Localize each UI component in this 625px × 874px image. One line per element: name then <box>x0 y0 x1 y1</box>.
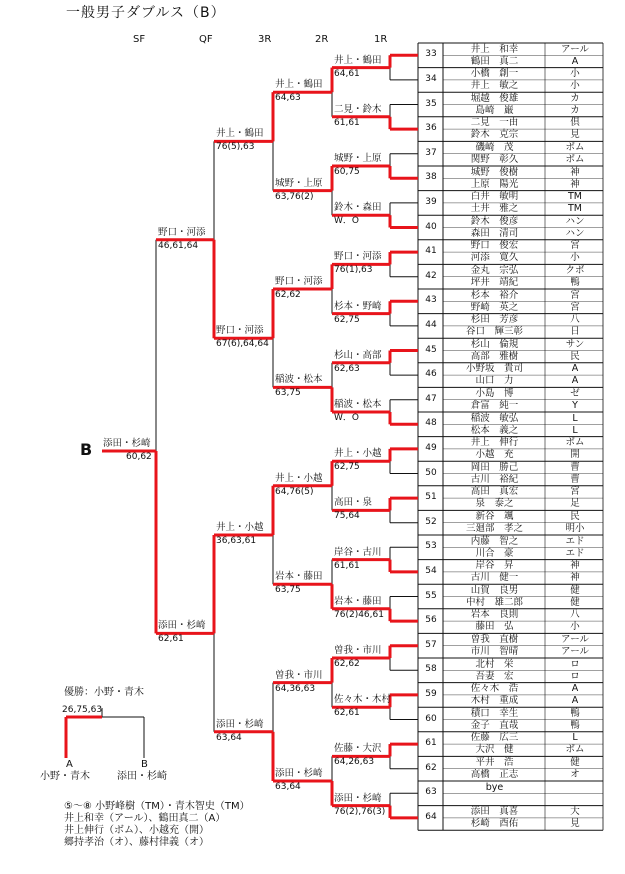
draw-number: 49 <box>425 442 437 453</box>
player-name: 谷口 輝三彰 <box>465 326 523 338</box>
player-club: 倶 <box>570 117 580 129</box>
r2-score: 64,61 <box>334 68 360 79</box>
block-label: B <box>80 440 93 459</box>
player-name: 倉富 純一 <box>470 400 519 411</box>
qf-winner-team: 井上・鶴田 <box>216 128 264 140</box>
r2-score: W．O <box>334 216 359 227</box>
player-club: 民 <box>570 510 580 522</box>
player-club: TM <box>568 191 582 203</box>
player-name: 佐藤 広三 <box>470 732 519 744</box>
player-name: 川合 豪 <box>475 547 514 559</box>
round-header-1r: 1R <box>374 34 388 45</box>
r2-score: 61,61 <box>334 117 360 128</box>
r2-winner-team: 稲波・松本 <box>334 399 382 410</box>
player-club: TM <box>568 203 582 215</box>
draw-number: 60 <box>425 713 437 724</box>
draw-number: 58 <box>425 664 437 675</box>
player-name: 三廻部 孝之 <box>465 523 523 534</box>
player-name: 杉本 裕介 <box>470 289 519 301</box>
player-name: 曽我 直樹 <box>470 633 519 645</box>
r2-score: 61,61 <box>334 560 360 571</box>
final-letter-b: B <box>141 759 148 770</box>
player-club: 小 <box>570 621 580 633</box>
player-club: 開 <box>570 449 580 461</box>
r3-score: 62,62 <box>275 290 301 300</box>
player-name: 添田 真喜 <box>470 806 519 818</box>
r2-winner-team: 高田・泉 <box>334 497 373 509</box>
r3-winner-team: 野口・河添 <box>275 276 323 287</box>
r2-score: 76(1),63 <box>334 265 373 276</box>
player-club: 足 <box>570 498 580 510</box>
player-club: 宮 <box>570 486 580 498</box>
player-club: 健 <box>570 756 580 768</box>
draw-number: 48 <box>425 418 437 429</box>
player-club: L <box>572 732 578 744</box>
player-name: 泉 泰之 <box>475 498 514 510</box>
r3-winner-team: 稲波・松本 <box>275 374 323 386</box>
player-name: 二見 一由 <box>470 117 519 129</box>
draw-number: 64 <box>425 811 437 822</box>
player-name: 杉田 芳彦 <box>470 314 519 326</box>
player-name: 鶴田 真二 <box>470 55 519 67</box>
draw-number: 36 <box>425 123 437 134</box>
player-club: 小 <box>570 80 580 92</box>
r2-score: 76(2)46,61 <box>334 609 384 620</box>
draw-number: 59 <box>425 688 437 699</box>
player-club: 宮 <box>570 301 580 313</box>
player-club: ロ <box>570 658 580 670</box>
r3-winner-team: 城野・上原 <box>275 177 323 189</box>
player-name: 高橋 正志 <box>470 769 519 780</box>
player-club: 宮 <box>570 240 580 252</box>
player-club: ボム <box>565 437 585 449</box>
qf-score: 36,63,61 <box>216 536 257 546</box>
player-name: 山口 力 <box>475 375 514 387</box>
player-club: 神 <box>570 166 580 178</box>
draw-number: 45 <box>425 344 437 355</box>
player-name: 白井 敏明 <box>470 191 519 203</box>
player-name: 岡田 勝己 <box>470 461 519 473</box>
r3-winner-team: 添田・杉崎 <box>275 768 323 779</box>
player-name: 山賀 良男 <box>470 584 519 596</box>
draw-number: 57 <box>425 639 437 650</box>
r2-score: W．O <box>334 413 359 423</box>
player-name: 杉山 倫規 <box>470 338 519 350</box>
r3-score: 63,76(2) <box>275 191 314 202</box>
seed-note-line: 井上和幸（アール）、鶴田真二（A） <box>64 813 226 824</box>
r2-winner-team: 井上・小越 <box>334 448 382 460</box>
r2-score: 75,64 <box>334 511 360 522</box>
r2-winner-team: 杉本・野崎 <box>334 300 382 312</box>
qf-score: 67(6),64,64 <box>216 339 269 350</box>
player-club: ボム <box>565 744 585 756</box>
player-club: 見 <box>570 129 580 141</box>
r3-score: 64,63 <box>275 93 301 104</box>
player-name: 小野坂 貴司 <box>465 363 523 375</box>
round-header-3r: 3R <box>258 34 272 45</box>
player-club: 鴨 <box>570 707 580 719</box>
r2-winner-team: 二見・鈴木 <box>334 103 382 115</box>
sf-score: 62,61 <box>158 634 184 645</box>
draw-number: 38 <box>425 172 437 183</box>
player-name: 土井 雅之 <box>470 203 519 215</box>
r2-winner-team: 鈴木・森田 <box>334 202 382 214</box>
r2-score: 76(2),76(3) <box>334 806 386 817</box>
player-name: 稲波 敏弘 <box>470 412 519 424</box>
r2-score: 62,63 <box>334 363 360 374</box>
player-name: 佐々木 浩 <box>470 683 519 695</box>
player-club: アール <box>560 633 590 645</box>
champion-label: 優勝：小野・青木 <box>64 687 144 698</box>
player-name: 小橋 創一 <box>470 68 519 80</box>
player-name: 市川 智晴 <box>470 646 519 657</box>
r3-winner-team: 井上・小越 <box>275 472 323 484</box>
player-name: 関野 彰久 <box>470 154 519 165</box>
player-club: 八 <box>570 609 580 621</box>
player-club: ゼ <box>570 387 580 399</box>
player-club: Y <box>572 400 578 411</box>
r3-score: 63,64 <box>275 782 301 792</box>
player-name: 小越 充 <box>475 449 514 461</box>
player-club: ハン <box>565 215 585 227</box>
r2-score: 62,62 <box>334 659 360 669</box>
r2-score: 62,75 <box>334 314 360 325</box>
draw-number: 55 <box>425 590 437 601</box>
final-score: 26,75,63 <box>62 705 103 715</box>
player-club: アール <box>560 43 590 55</box>
draw-number: 61 <box>425 738 437 749</box>
player-club: カ <box>570 104 580 116</box>
player-name: bye <box>485 781 504 793</box>
player-name: 岸谷 昇 <box>475 560 514 572</box>
r2-winner-team: 岸谷・古川 <box>334 546 382 558</box>
draw-number: 43 <box>425 295 437 306</box>
seed-note-line: 郷持孝治（オ）、藤村律義（オ） <box>64 837 209 848</box>
round-header-sf: SF <box>133 34 146 45</box>
r2-winner-team: 曽我・市川 <box>334 645 382 656</box>
player-name: 磯崎 茂 <box>475 141 514 153</box>
player-club: A <box>571 363 579 375</box>
player-name: 城野 俊樹 <box>470 166 519 178</box>
player-club: 見 <box>570 818 580 830</box>
player-club: ボム <box>565 154 585 165</box>
r2-winner-team: 井上・鶴田 <box>334 54 382 66</box>
player-name: 井上 和幸 <box>470 43 519 55</box>
player-name: 古川 裕紀 <box>470 473 519 485</box>
final-team-b: 添田・杉崎 <box>117 771 167 782</box>
player-name: 鈴木 俊彦 <box>470 215 519 227</box>
draw-number: 62 <box>425 762 437 773</box>
player-club: 鴨 <box>570 277 580 288</box>
player-name: 岩本 良則 <box>470 609 519 621</box>
r2-winner-team: 城野・上原 <box>334 153 382 164</box>
player-name: 島崎 巌 <box>475 104 514 116</box>
player-name: 高田 真宏 <box>470 486 519 498</box>
r2-score: 62,75 <box>334 462 360 473</box>
round-header-2r: 2R <box>315 34 329 45</box>
draw-number: 41 <box>425 246 437 257</box>
player-name: 新谷 颯 <box>475 510 514 522</box>
player-name: 坪井 靖紀 <box>470 277 519 288</box>
sf-winner-team: 野口・河添 <box>158 226 206 238</box>
player-club: 明小 <box>565 523 585 534</box>
qf-score: 76(5),63 <box>216 142 255 153</box>
draw-number: 52 <box>425 516 437 527</box>
draw-number: 46 <box>425 369 437 380</box>
player-club: L <box>572 412 578 424</box>
player-name: 金丸 宗弘 <box>470 264 519 276</box>
qf-score: 63,64 <box>216 732 242 743</box>
r2-winner-team: 佐藤・大沢 <box>334 743 382 755</box>
draw-number: 39 <box>425 196 437 207</box>
r3-score: 64,36,63 <box>275 683 316 694</box>
seed-notes <box>64 801 250 849</box>
player-club: 健 <box>570 584 580 596</box>
player-name: 鈴木 克宗 <box>470 129 519 141</box>
player-club: オ <box>570 769 580 780</box>
r3-score: 63,75 <box>275 585 301 596</box>
draw-number: 51 <box>425 492 437 503</box>
r2-score: 60,75 <box>334 167 360 177</box>
player-club: A <box>571 683 579 695</box>
player-club: A <box>571 695 579 707</box>
player-club: 大 <box>570 806 580 818</box>
player-name: 松本 義之 <box>470 424 519 436</box>
draw-number: 44 <box>425 319 437 330</box>
sf-winner-team: 添田・杉崎 <box>158 620 206 632</box>
draw-number: 54 <box>425 565 437 576</box>
player-name: 北村 栄 <box>475 658 514 670</box>
player-name: 藤田 弘 <box>475 621 514 633</box>
player-club: ハン <box>565 227 585 239</box>
player-club: 宮 <box>570 289 580 301</box>
player-name: 杉崎 酉佑 <box>470 818 519 830</box>
block-winner-team: 添田・杉崎 <box>103 438 151 449</box>
sf-score: 46,61,64 <box>158 240 199 251</box>
player-name: 大沢 健 <box>475 744 514 756</box>
player-club: A <box>571 375 579 387</box>
player-name: 中村 雄二郎 <box>465 596 523 608</box>
player-name: 野口 俊宏 <box>470 240 519 252</box>
draw-number: 34 <box>425 73 437 84</box>
player-name: 上原 陽光 <box>470 178 519 190</box>
player-name: 積口 幸生 <box>470 707 519 719</box>
draw-number: 53 <box>425 541 437 552</box>
player-club: 小 <box>570 68 580 80</box>
player-club: クボ <box>565 264 585 276</box>
r2-winner-team: 野口・河添 <box>334 251 382 263</box>
r2-winner-team: 佐々木・木村 <box>334 694 392 706</box>
r2-winner-team: 添田・杉崎 <box>334 792 382 804</box>
block-winner-score: 60,62 <box>126 452 152 462</box>
player-name: 井上 伸行 <box>470 437 519 449</box>
r3-score: 63,75 <box>275 388 301 399</box>
player-club: エド <box>565 535 585 547</box>
player-name: 小島 博 <box>475 387 514 399</box>
player-club: アール <box>560 646 590 657</box>
r3-winner-team: 井上・鶴田 <box>275 79 323 91</box>
player-name: 井上 敏之 <box>470 80 519 92</box>
draw-number: 37 <box>425 147 437 158</box>
page-title: 一般男子ダブルス（B） <box>66 5 226 21</box>
qf-winner-team: 添田・杉崎 <box>216 718 264 730</box>
player-name: 高部 雅樹 <box>470 350 519 362</box>
player-club: 日 <box>570 326 580 338</box>
player-club: 民 <box>570 350 580 362</box>
player-name: 内藤 智之 <box>470 535 519 547</box>
player-name: 森田 清司 <box>470 227 519 239</box>
player-club: 神 <box>570 572 580 584</box>
r2-winner-team: 岩本・藤田 <box>334 595 382 607</box>
player-club: 鴨 <box>570 719 580 731</box>
player-club: 小 <box>570 252 580 264</box>
player-club: エド <box>565 547 585 559</box>
player-club: 曹 <box>570 461 580 473</box>
player-name: 金子 直哉 <box>470 719 519 731</box>
player-club: サン <box>565 338 585 350</box>
player-club: 神 <box>570 560 580 572</box>
player-name: 堀越 俊雄 <box>470 92 519 104</box>
draw-number: 56 <box>425 615 437 626</box>
draw-number: 33 <box>425 49 437 60</box>
player-club: A <box>571 55 579 67</box>
player-name: 吾妻 宏 <box>475 670 514 682</box>
draw-number: 47 <box>425 393 437 404</box>
r2-score: 62,61 <box>334 708 360 719</box>
player-club: 健 <box>570 596 580 608</box>
final-team-a: 小野・青木 <box>40 771 90 782</box>
r3-score: 64,76(5) <box>275 486 314 497</box>
player-club: 神 <box>570 178 580 190</box>
draw-number: 42 <box>425 270 437 281</box>
qf-winner-team: 井上・小越 <box>216 522 264 533</box>
draw-number: 50 <box>425 467 437 478</box>
player-name: 木村 重成 <box>470 695 519 707</box>
round-header-qf: QF <box>199 34 213 45</box>
draw-number: 63 <box>425 787 437 798</box>
player-name: 古川 健一 <box>470 572 519 584</box>
qf-winner-team: 野口・河添 <box>216 325 264 337</box>
player-club: 八 <box>570 314 580 326</box>
player-club: ボム <box>565 141 585 153</box>
player-club: ロ <box>570 670 580 682</box>
draw-number: 40 <box>425 221 437 232</box>
player-club: L <box>572 424 578 436</box>
player-name: 平井 浩 <box>475 756 514 768</box>
r2-winner-team: 杉山・高部 <box>334 349 382 361</box>
seed-note-line: ⑤～⑧ 小野峰樹（TM）・青木智史（TM） <box>64 801 250 812</box>
player-name: 河添 寛久 <box>470 252 519 264</box>
r3-winner-team: 岩本・藤田 <box>275 571 323 583</box>
player-name: 野崎 英之 <box>470 301 519 313</box>
r3-winner-team: 曽我・市川 <box>275 669 323 681</box>
player-club: カ <box>570 92 580 104</box>
r2-score: 64,26,63 <box>334 757 375 768</box>
player-club: 曹 <box>570 473 580 485</box>
seed-note-line: 井上伸行（ボム）、小越充（開） <box>64 825 209 836</box>
final-letter-a: A <box>66 759 73 770</box>
draw-number: 35 <box>425 98 437 109</box>
